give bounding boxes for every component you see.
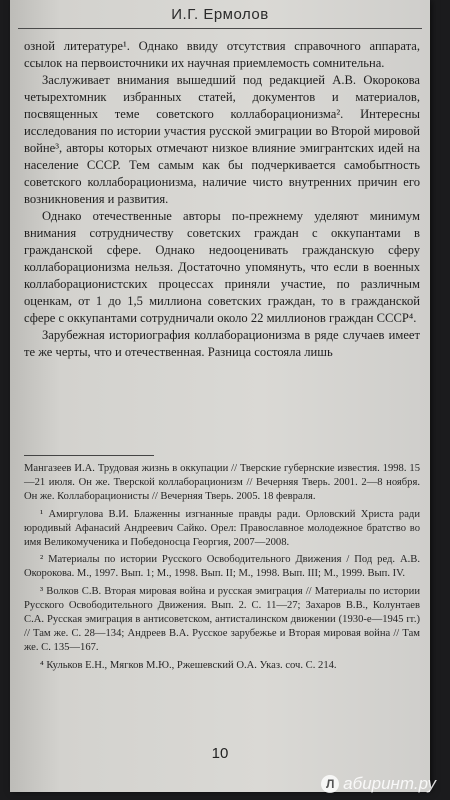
paragraph-2: Заслуживает внимания вышедший под редакцией А.В. Окорокова четырехтомник избранных статей, документов и материалов, посвященных теме советского коллаборационизма². Интересны исследования по истории участия русской эмиграции во Второй мировой войне³, авторы которых отмечают низкое влияние эмигрантских идей на население СССР. Тем самым как бы подчеркивается самобытность советского коллаборационизма, наличие чисто внутренних причин его возникновения и развития. (24, 73, 420, 206)
book-page (10, 0, 430, 792)
paragraph-4: Зарубежная историография коллаборационизма в ряде случаев имеет те же черты, что и отечественная. Разница состояла лишь (24, 328, 420, 359)
header-rule (18, 28, 422, 29)
running-header: И.Г. Ермолов (171, 6, 269, 23)
footnote-1: ¹ Амиргулова В.И. Блаженны изгнанные правды ради. Орловский Христа ради юродивый Афанасий Андреевич Сайко. Орел: Православное молодежное братство во имя Великомученика и Победоносца Георгия, 2007—2008. (24, 508, 420, 549)
paragraph-1: озной литературе¹. Однако ввиду отсутствия справочного аппарата, ссылок на первоисточники их научная приемлемость сомнительна. (24, 39, 420, 70)
watermark (321, 774, 436, 794)
footnote-continued: Мангазеев И.А. Трудовая жизнь в оккупации // Тверские губернские известия. 1998. 15—21 июля. Он же. Тверской коллаборационизм // Вечерняя Тверь. 2001. 2—8 ноября. Он же. Коллаборационисты // Вечерняя Тверь. 2005. 18 февраля. (24, 463, 420, 503)
labirint-logo-icon: Л (321, 775, 339, 793)
footnotes (24, 462, 420, 676)
page-number: 10 (211, 745, 229, 762)
footnote-separator (24, 455, 154, 456)
paragraph-3: Однако отечественные авторы по-прежнему уделяют минимум внимания сотрудничеству советских граждан с оккупантами в гражданской сфере. Однако недооценивать гражданскую сферу коллаборационизма нельзя. Достаточно упомянуть, что если в военных коллаборационистских процессах приняли участие, по различным оценкам, от 1 до 1,5 миллиона советских граждан, то в гражданской сфере с оккупантами сотрудничали около 22 миллионов граждан СССР⁴. (24, 209, 420, 325)
main-text (24, 38, 420, 361)
footnote-4: ⁴ Кульков Е.Н., Мягков М.Ю., Ржешевский О.А. Указ. соч. С. 214. (40, 659, 337, 671)
footnote-3: ³ Волков С.В. Вторая мировая война и русская эмиграция // Материалы по истории Русского Освободительного Движения. Вып. 2. С. 11—27; Захаров В.В., Колунтаев С.А. Русская эмиграция в антисоветском, антисталинском движении (1930-е—1945 гг.) // Там же. С. 28—134; Андреев В.А. Русское зарубежье и Вторая мировая война // Там же. С. 135—167. (24, 585, 420, 654)
watermark-text: абиринт.ру (343, 774, 436, 793)
footnote-2: ² Материалы по истории Русского Освободительного Движения / Под ред. А.В. Окорокова. М., 1997. Вып. 1; М., 1998. Вып. II; М., 1998. Вып. III; М., 1999. Вып. IV. (24, 554, 420, 580)
